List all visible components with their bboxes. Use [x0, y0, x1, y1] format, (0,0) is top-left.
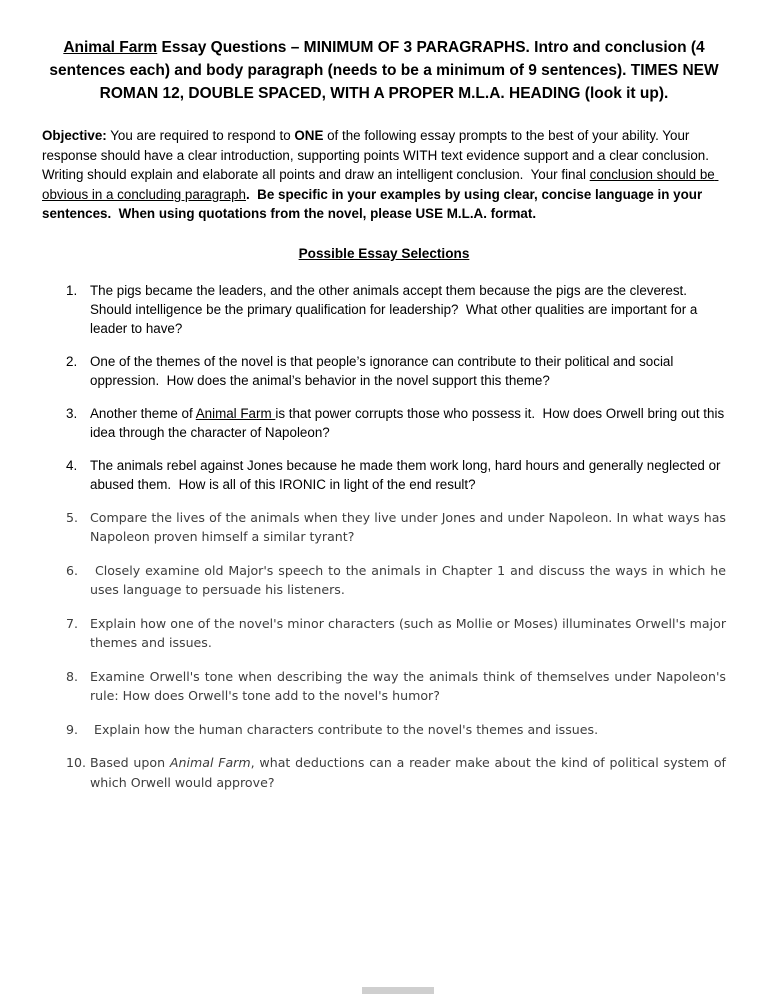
question-item	[66, 614, 731, 653]
question-number: 5.	[66, 509, 79, 525]
question-number: 10.	[66, 755, 87, 771]
question-number: 7.	[66, 615, 79, 631]
document-title	[42, 36, 726, 105]
question-text: Another theme of Animal Farm is that power corrupts those who possess it. How does Orwell bring out this idea through the character of Napoleon?	[90, 405, 728, 440]
question-number: 9.	[66, 721, 79, 737]
question-number: 1.	[66, 282, 78, 298]
question-item	[66, 456, 726, 494]
objective-paragraph	[42, 126, 726, 224]
question-text: Compare the lives of the animals when they live under Jones and under Napoleon. In what ways has Napoleon proven himself a similar tyrant?	[90, 509, 731, 545]
question-item	[66, 281, 726, 338]
question-number: 4.	[66, 457, 78, 473]
objective-text: of the following essay prompts to the best of your ability. Your response should have a clear introduction, supporting points WITH text evidence support and a clear conclusion. Writing should explain and elaborate all points and draw an intelligent conclusion. Your final	[42, 128, 717, 183]
title-book-name: Animal Farm	[63, 39, 158, 56]
objective-text: You are required to respond to	[106, 128, 295, 143]
objective-text: .	[245, 186, 258, 202]
question-text: The animals rebel against Jones because he made them work long, hard hours and generally neglected or abused them. How is all of this IRONIC in light of the end result?	[90, 457, 725, 492]
title-rest: Essay Questions – MINIMUM OF 3 PARAGRAPHS. Intro and conclusion (4 sentences each) and body paragraph (needs to be a minimum of 9 sentences). TIMES NEW ROMAN 12, DOUBLE SPACED, WITH A PROPER M.L.A. HEADING (look it up).	[49, 39, 723, 102]
section-heading: Possible Essay Selections	[298, 245, 470, 261]
question-list	[42, 281, 731, 793]
question-item	[66, 667, 731, 706]
question-text: The pigs became the leaders, and the other animals accept them because the pigs are the cleverest. Should intelligence be the primary qualification for leadership? What other qualities are important for a leader to have?	[90, 282, 702, 336]
objective-label: Objective:	[42, 128, 107, 143]
objective-underlined-clause: conclusion should be obvious in a concluding paragraph	[42, 167, 719, 202]
question-item	[66, 404, 726, 442]
objective-one-emphasis: ONE	[294, 128, 324, 143]
question-number: 8.	[66, 668, 79, 684]
question-number: 2.	[66, 353, 78, 369]
question-text: Examine Orwell's tone when describing the way the animals think of themselves under Napoleon's rule: How does Orwell's tone add to the novel's humor?	[90, 668, 731, 704]
question-number: 3.	[66, 405, 78, 421]
question-item	[66, 352, 726, 390]
question-text: One of the themes of the novel is that people’s ignorance can contribute to their political and social oppression. How does the animal’s behavior in the novel support this theme?	[90, 353, 678, 388]
question-text: Based upon Animal Farm, what deductions can a reader make about the kind of political system of which Orwell would approve?	[90, 755, 731, 790]
question-item	[66, 753, 731, 792]
question-item	[66, 508, 731, 547]
question-item	[66, 720, 726, 740]
objective-bold-instructions: Be specific in your examples by using clear, concise language in your sentences. When using quotations from the novel, please USE M.L.A. format.	[42, 186, 706, 222]
next-page-edge	[362, 987, 434, 994]
question-text: Closely examine old Major's speech to the animals in Chapter 1 and discuss the ways in which he uses language to persuade his listeners.	[90, 562, 731, 598]
question-item	[66, 561, 731, 600]
question-text: Explain how one of the novel's minor characters (such as Mollie or Moses) illuminates Orwell's major themes and issues.	[90, 615, 731, 651]
question-number: 6.	[66, 562, 79, 578]
question-text: Explain how the human characters contribute to the novel's themes and issues.	[90, 721, 599, 737]
